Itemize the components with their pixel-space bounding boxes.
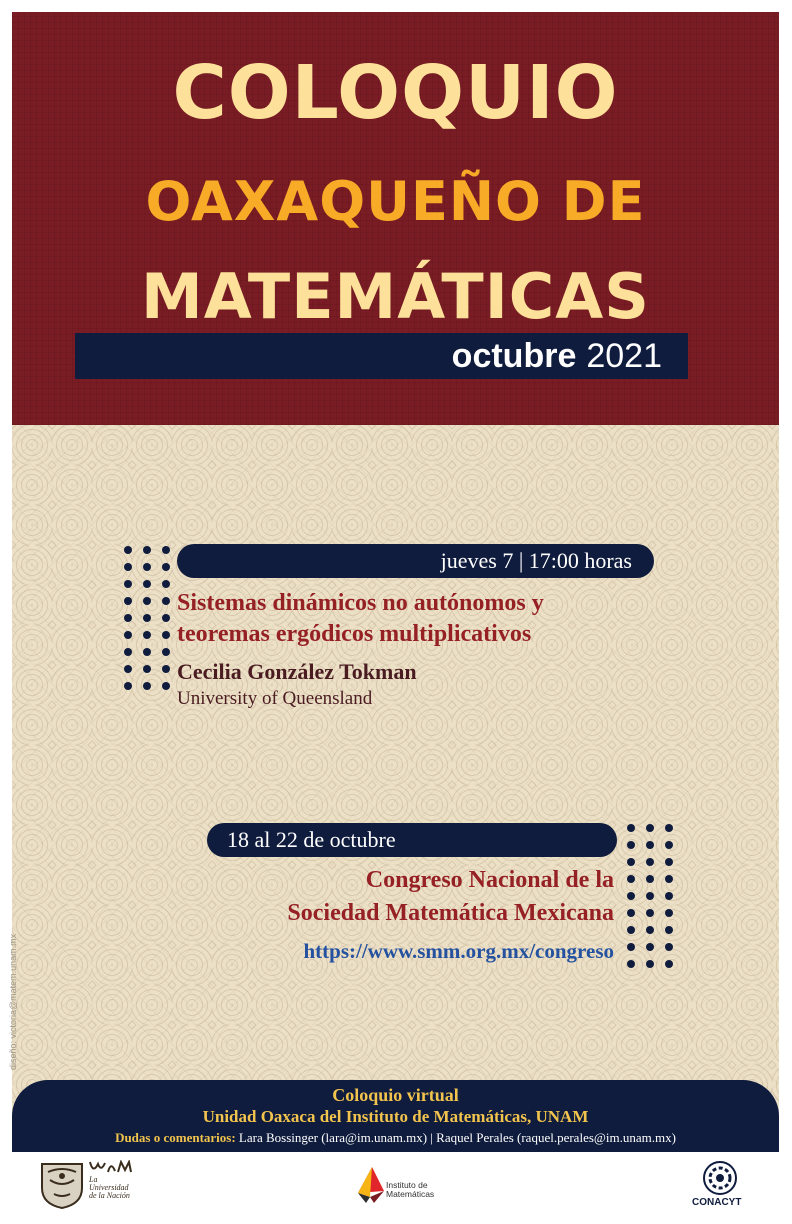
patterned-background bbox=[12, 425, 779, 1125]
decorative-dot bbox=[665, 960, 673, 968]
unam-shield-icon bbox=[38, 1158, 86, 1210]
decorative-dot bbox=[124, 614, 132, 622]
decorative-dot bbox=[646, 926, 654, 934]
decorative-dot bbox=[162, 597, 170, 605]
title-line-3: MATEMÁTICAS bbox=[141, 260, 650, 333]
design-credit: diseño: victoria@matem.unam.mx bbox=[8, 933, 18, 1070]
decorative-dot bbox=[627, 858, 635, 866]
footer-contact-lead: Dudas o comentarios: bbox=[115, 1130, 236, 1145]
decorative-dot bbox=[143, 682, 151, 690]
event2-url-link[interactable]: https://www.smm.org.mx/congreso bbox=[303, 939, 614, 963]
decorative-dot bbox=[143, 580, 151, 588]
decorative-dot bbox=[162, 648, 170, 656]
decorative-dot bbox=[627, 926, 635, 934]
event2-title-line-2: Sociedad Matemática Mexicana bbox=[287, 900, 614, 926]
decorative-dot bbox=[627, 960, 635, 968]
dot-grid-decoration bbox=[627, 824, 673, 968]
decorative-dot bbox=[646, 841, 654, 849]
decorative-dot bbox=[162, 563, 170, 571]
decorative-dot bbox=[143, 648, 151, 656]
conacyt-logo-text: CONACYT bbox=[692, 1197, 742, 1208]
decorative-dot bbox=[143, 665, 151, 673]
footer-contact-details: Lara Bossinger (lara@im.unam.mx) | Raquel Perales (raquel.perales@im.unam.mx) bbox=[235, 1130, 676, 1145]
decorative-dot bbox=[665, 892, 673, 900]
decorative-dot bbox=[162, 682, 170, 690]
decorative-dot bbox=[665, 841, 673, 849]
footer-banner bbox=[12, 1080, 779, 1152]
instituto-matematicas-logo-icon bbox=[352, 1163, 386, 1205]
decorative-dot bbox=[665, 875, 673, 883]
event2-title-line-1: Congreso Nacional de la bbox=[365, 867, 614, 893]
decorative-dot bbox=[646, 824, 654, 832]
instituto-logo-text-line-2: Matemáticas bbox=[386, 1189, 435, 1199]
title-line-2: OAXAQUEÑO DE bbox=[145, 170, 646, 233]
decorative-dot bbox=[124, 580, 132, 588]
decorative-dot bbox=[646, 943, 654, 951]
instituto-logo-text-line-1: Instituto de bbox=[386, 1180, 428, 1190]
decorative-dot bbox=[143, 631, 151, 639]
decorative-dot bbox=[665, 909, 673, 917]
event2-when: 18 al 22 de octubre bbox=[227, 827, 396, 852]
decorative-dot bbox=[124, 682, 132, 690]
date-month: octubre bbox=[451, 336, 577, 375]
decorative-dot bbox=[627, 875, 635, 883]
event1-title-line-2: teoremas ergódicos multiplicativos bbox=[177, 621, 532, 647]
decorative-dot bbox=[143, 614, 151, 622]
decorative-dot bbox=[124, 597, 132, 605]
conacyt-logo-icon bbox=[702, 1160, 738, 1196]
instituto-logo-text bbox=[386, 1181, 434, 1199]
unam-wordmark-icon bbox=[89, 1160, 135, 1174]
event1-date-pill bbox=[177, 544, 654, 578]
event1-affiliation: University of Queensland bbox=[177, 688, 373, 709]
decorative-dot bbox=[646, 892, 654, 900]
decorative-dot bbox=[627, 943, 635, 951]
unam-logo-text: La Universidad de la Nación bbox=[89, 1175, 130, 1200]
date-bar bbox=[75, 333, 688, 379]
decorative-dot bbox=[627, 909, 635, 917]
decorative-dot bbox=[646, 858, 654, 866]
footer-line-1: Coloquio virtual bbox=[332, 1085, 459, 1105]
decorative-dot bbox=[162, 614, 170, 622]
decorative-dot bbox=[124, 665, 132, 673]
footer-line-2: Unidad Oaxaca del Instituto de Matemáticas, UNAM bbox=[202, 1107, 589, 1126]
decorative-dot bbox=[665, 943, 673, 951]
decorative-dot bbox=[627, 892, 635, 900]
decorative-dot bbox=[143, 546, 151, 554]
decorative-dot bbox=[162, 546, 170, 554]
decorative-dot bbox=[162, 580, 170, 588]
footer-contact bbox=[12, 1130, 779, 1146]
decorative-dot bbox=[143, 563, 151, 571]
event1-title-line-1: Sistemas dinámicos no autónomos y bbox=[177, 590, 544, 616]
decorative-dot bbox=[646, 875, 654, 883]
decorative-dot bbox=[124, 563, 132, 571]
decorative-dot bbox=[665, 824, 673, 832]
date-year: 2021 bbox=[586, 336, 662, 375]
decorative-dot bbox=[665, 926, 673, 934]
decorative-dot bbox=[162, 631, 170, 639]
decorative-dot bbox=[665, 858, 673, 866]
decorative-dot bbox=[646, 909, 654, 917]
decorative-dot bbox=[162, 665, 170, 673]
dot-grid-decoration bbox=[124, 546, 170, 690]
decorative-dot bbox=[124, 631, 132, 639]
title-line-1: COLOQUIO bbox=[172, 50, 619, 136]
decorative-dot bbox=[124, 648, 132, 656]
event2-date-pill bbox=[207, 823, 617, 857]
event1-speaker: Cecilia González Tokman bbox=[177, 659, 417, 684]
decorative-dot bbox=[143, 597, 151, 605]
decorative-dot bbox=[124, 546, 132, 554]
decorative-dot bbox=[627, 841, 635, 849]
decorative-dot bbox=[646, 960, 654, 968]
event1-when: jueves 7 | 17:00 horas bbox=[440, 548, 632, 573]
decorative-dot bbox=[627, 824, 635, 832]
